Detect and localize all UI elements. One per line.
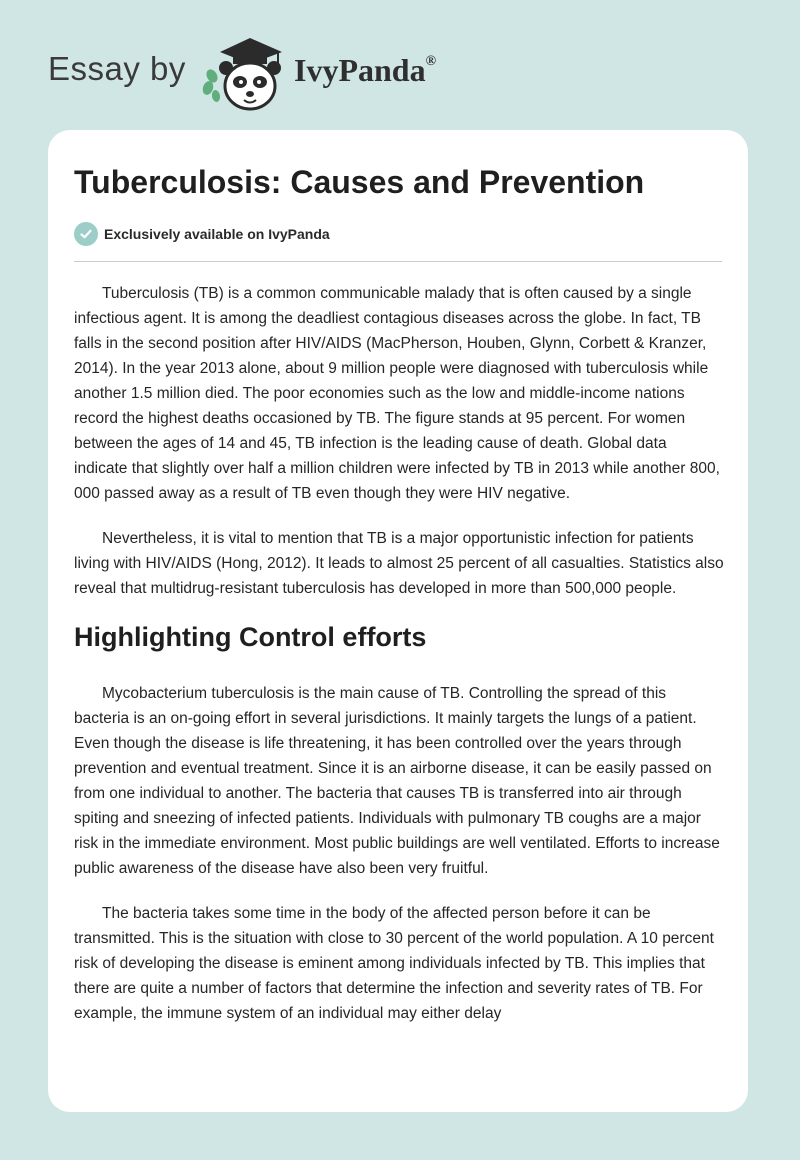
essay-card (48, 130, 748, 1112)
paragraph: Mycobacterium tuberculosis is the main cause of TB. Controlling the spread of this bacteria is an on-going effort in several jurisdictions. It mainly targets the lungs of a patient. Even though the disease is life threatening, it has been controlled over the years through prevention and eventual treatment. Since it is an airborne disease, it can be easily passed on from one individual to another. The bacteria that causes TB is transferred into air through spiting and sneezing of infected patients. Individuals with pulmonary TB coughs are a major risk in the immediate environment. Most public buildings are well ventilated. Efforts to increase public awareness of the disease have also been very fruitful. (74, 685, 720, 877)
check-icon (74, 222, 98, 246)
logo-wordmark[interactable]: IvyPanda® (294, 52, 437, 88)
exclusive-label: Exclusively available on IvyPanda (104, 226, 330, 242)
essay-body (74, 281, 724, 1046)
exclusive-badge (74, 222, 330, 246)
page-title: Tuberculosis: Causes and Prevention (74, 164, 645, 200)
panda-logo-icon[interactable] (200, 32, 295, 112)
paragraph: Nevertheless, it is vital to mention that TB is a major opportunistic infection for patients living with HIV/AIDS (Hong, 2012). It leads to almost 25 percent of all casualties. Statistics also reveal that multidrug-resistant tuberculosis has developed in more than 500,000 people. (74, 530, 724, 597)
section-heading: Highlighting Control efforts (74, 622, 427, 652)
site-header (0, 0, 800, 130)
paragraph: Tuberculosis (TB) is a common communicable malady that is often caused by a single infectious agent. It is among the deadliest contagious diseases across the globe. In fact, TB falls in the second position after HIV/AIDS (MacPherson, Houben, Glynn, Corbett & Kranzer, 2014). In the year 2013 alone, about 9 million people were diagnosed with tuberculosis while another 1.5 million died. The poor economies such as the low and middle-income nations record the highest deaths occasioned by TB. The figure stands at 95 percent. For women between the ages of 14 and 45, TB infection is the leading cause of death. Global data indicate that slightly over half a million children were infected by TB in 2013 while another 800, 000 passed away as a result of TB even though they were HIV negative. (74, 285, 720, 502)
brand-prefix: Essay by (48, 50, 186, 87)
paragraph: The bacteria takes some time in the body of the affected person before it can be transmitted. This is the situation with close to 30 percent of the world population. A 10 percent risk of developing the disease is eminent among individuals infected by TB. This implies that there are quite a number of factors that determine the infection and severity rates of TB. For example, the immune system of an individual may either delay (74, 905, 714, 1022)
divider (74, 261, 722, 262)
